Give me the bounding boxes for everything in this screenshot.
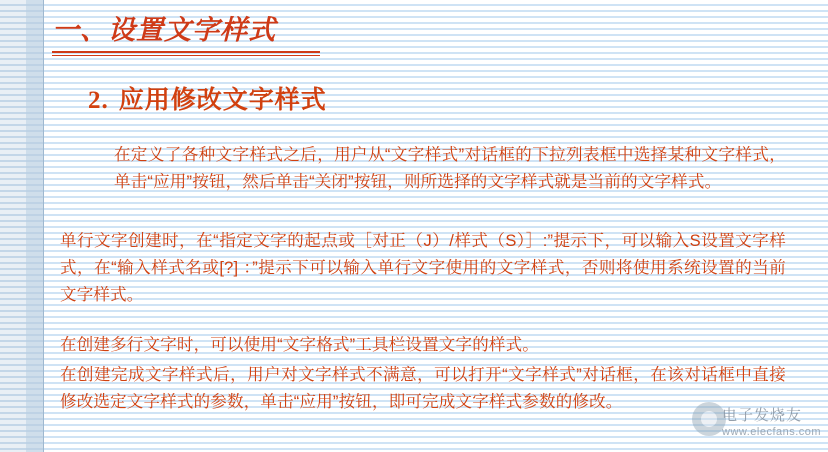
title-underline bbox=[52, 51, 320, 53]
slide-title: 一、设置文字样式 bbox=[52, 15, 276, 45]
watermark-brand: 电子发烧友 bbox=[722, 407, 803, 424]
body-paragraph-1: 在定义了各种文字样式之后，用户从“文字样式”对话框的下拉列表框中选择某种文字样式，单击“应用”按钮，然后单击“关闭”按钮，则所选择的文字样式就是当前的文字样式。 bbox=[114, 146, 786, 191]
body-paragraph-4: 在创建完成文字样式后，用户对文字样式不满意，可以打开“文字样式”对话框，在该对话框中直接修改选定文字样式的参数，单击“应用”按钮，即可完成文字样式参数的修改。 bbox=[60, 366, 786, 411]
left-band-inner-stripe bbox=[26, 0, 44, 452]
left-decorative-band bbox=[0, 0, 44, 452]
watermark-logo-icon bbox=[692, 402, 726, 436]
watermark bbox=[692, 400, 820, 446]
body-paragraph-3: 在创建多行文字时，可以使用“文字格式”工具栏设置文字的样式。 bbox=[60, 336, 539, 354]
title-underline-secondary bbox=[52, 55, 320, 56]
slide-title-area bbox=[52, 14, 792, 54]
section-heading-number: 2. bbox=[88, 87, 109, 114]
body-paragraph-2: 单行文字创建时，在“指定文字的起点或［对正（J）/样式（S）］:”提示下，可以输入S设置文字样式，在“输入样式名或[?] ：”提示下可以输入单行文字使用的文字样式，否则将使用系统设置的当前文字样式。 bbox=[60, 232, 786, 304]
section-heading-text: 应用修改文字样式 bbox=[118, 86, 327, 114]
section-heading bbox=[88, 84, 348, 117]
watermark-url: www.elecfans.com bbox=[722, 426, 822, 438]
band-divider bbox=[43, 0, 44, 452]
